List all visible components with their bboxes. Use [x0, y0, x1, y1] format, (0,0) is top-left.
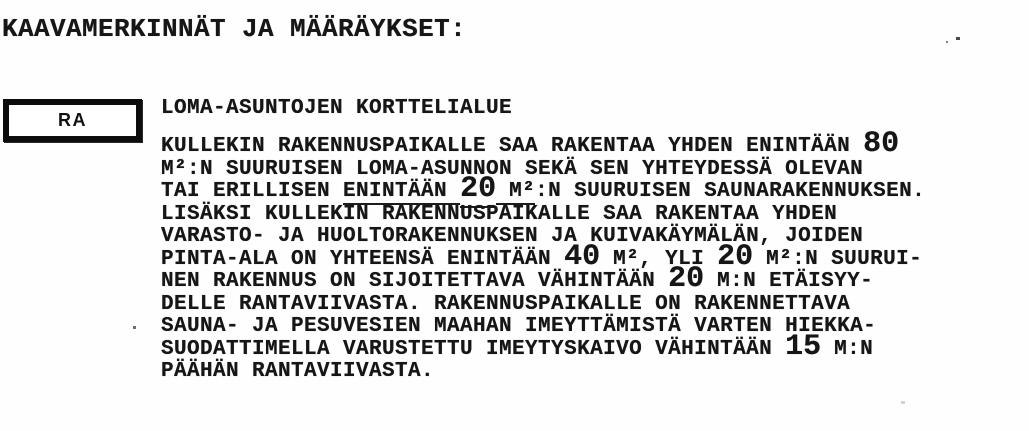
zoning-symbol-box — [3, 99, 142, 142]
text-line: M²:N SUURUISEN LOMA-ASUNNON SEKÄ SEN YHTEYDESSÄ OLEVAN — [161, 157, 864, 181]
legend-heading: LOMA-ASUNTOJEN KORTTELIALUE — [161, 97, 513, 120]
zoning-symbol-label: RA — [58, 110, 87, 130]
text-line: SUODATTIMELLA VARUSTETTU IMEYTYSKAIVO VÄHINTÄÄN 15 M:N — [161, 329, 874, 364]
text-line: LISÄKSI KULLEKIN RAKENNUSPAIKALLE SAA RAKENTAA YHDEN — [161, 202, 838, 226]
scan-speck — [946, 41, 948, 43]
text-line: VARASTO- JA HUOLTORAKENNUKSEN JA KUIVAKÄYMÄLÄN, JOIDEN — [161, 225, 864, 248]
scan-speck — [133, 326, 136, 329]
text-line: TAI ERILLISEN ENINTÄÄN 20 M²:N SUURUISEN SAUNARAKENNUKSEN. — [161, 172, 926, 206]
scan-speck — [956, 37, 960, 40]
text-line: SAUNA- JA PESUVESIEN MAAHAN IMEYTTÄMISTÄ VARTEN HIEKKA- — [161, 315, 877, 338]
text-line: DELLE RANTAVIIVASTA. RAKENNUSPAIKALLE ON RAKENNETTAVA — [161, 292, 851, 316]
legend-text-column — [161, 97, 961, 384]
page-title: KAAVAMERKINNÄT JA MÄÄRÄYKSET: — [2, 14, 467, 44]
scan-speck — [901, 401, 905, 404]
text-line: PINTA-ALA ON YHTEENSÄ ENINTÄÄN 40 M², YLI 20 M²:N SUURUI- — [161, 239, 923, 274]
text-line: KULLEKIN RAKENNUSPAIKALLE SAA RAKENTAA YHDEN ENINTÄÄN 80 — [161, 127, 900, 161]
text-line: NEN RAKENNUS ON SIJOITETTAVA VÄHINTÄÄN 20 M:N ETÄISYY- — [161, 262, 874, 296]
regulation-paragraph — [161, 127, 961, 384]
text-line: PÄÄHÄN RANTAVIIVASTA. — [161, 360, 435, 383]
